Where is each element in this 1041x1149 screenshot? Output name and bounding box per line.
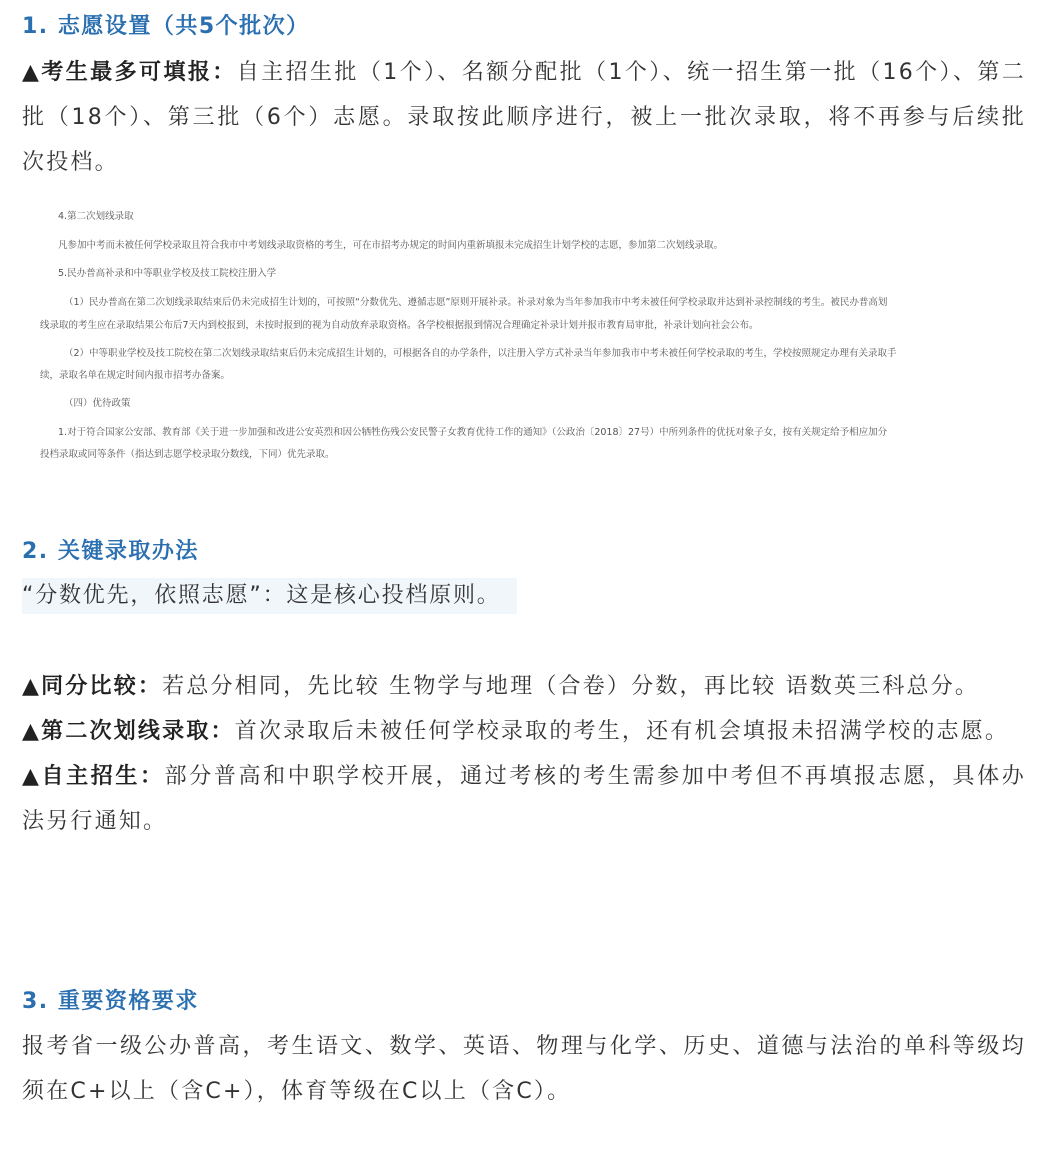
embedded-line: 凡参加中考而未被任何学校录取且符合我市中考划线录取资格的考生，可在市招考办规定的时间内重新填报未完成招生计划学校的志愿，参加第二次划线录取。 [58, 240, 724, 251]
embedded-line: 1.对于符合国家公安部、教育部《关于进一步加强和改进公安英烈和因公牺牲伤残公安民警子女教育优待工作的通知》（公政治〔2018〕27号）中所列条件的优抚对象子女，按有关规定给予相应加分 [58, 427, 888, 438]
item-label: ▲第二次划线录取： [22, 719, 235, 744]
embedded-line: 5.民办普高补录和中等职业学校及技工院校注册入学 [58, 268, 277, 279]
embedded-line: 线录取的考生应在录取结果公布后7天内到校报到，未按时报到的视为自动放弃录取资格。各学校根据报到情况合理确定补录计划并报市教育局审批，补录计划向社会公布。 [40, 320, 759, 331]
item-label: ▲同分比较： [22, 674, 163, 699]
section-2-title: 2. 关键录取办法 [22, 539, 199, 564]
item-text: 首次录取后未被任何学校录取的考生，还有机会填报未招满学校的志愿。 [234, 719, 1010, 744]
item-text: 若总分相同，先比较 生物学与地理（合卷）分数，再比较 语数英三科总分。 [162, 674, 980, 699]
embedded-line: （1）民办普高在第二次划线录取结束后仍未完成招生计划的，可按照“分数优先、遵循志愿”原则开展补录。补录对象为当年参加我市中考未被任何学校录取并达到补录控制线的考生。被民办普高划 [64, 297, 888, 308]
embedded-line: （四）优待政策 [64, 398, 131, 409]
embedded-line: 续，录取名单在规定时间内报市招考办备案。 [40, 370, 231, 381]
embedded-line: 4.第二次划线录取 [58, 211, 134, 222]
section-3-paragraph: 报考省一级公办普高，考生语文、数学、英语、物理与化学、历史、道德与法治的单科等级均须在C+以上（含C+），体育等级在C以上（含C）。 [22, 1034, 1026, 1104]
section-1-title: 1. 志愿设置（共5个批次） [22, 14, 310, 39]
section-2-quote: “分数优先，依照志愿”：这是核心投档原则。 [22, 578, 517, 614]
section-1-paragraph [22, 50, 1026, 185]
item-tie-break [22, 664, 1026, 709]
section-2-items [22, 664, 1026, 844]
embedded-line: 投档录取或同等条件（指达到志愿学校录取分数线，下同）优先录取。 [40, 449, 335, 460]
section-3-title: 3. 重要资格要求 [22, 989, 199, 1014]
section-1-text: 自主招生批（1个）、名额分配批（1个）、统一招生第一批（16个）、第二批（18个）、第三批（6个）志愿。录取按此顺序进行，被上一批次录取，将不再参与后续批次投档。 [22, 60, 1026, 175]
section-1-label: ▲考生最多可填报： [22, 60, 237, 85]
item-text: 部分普高和中职学校开展，通过考核的考生需参加中考但不再填报志愿，具体办法另行通知。 [22, 764, 1026, 834]
embedded-line: （2）中等职业学校及技工院校在第二次划线录取结束后仍未完成招生计划的，可根据各自的办学条件，以注册入学方式补录当年参加我市中考未被任何学校录取的考生，学校按照规定办理有关录取手 [64, 348, 897, 359]
item-label: ▲自主招生： [22, 764, 165, 789]
item-independent-enrollment [22, 754, 1026, 844]
item-second-round [22, 709, 1026, 754]
